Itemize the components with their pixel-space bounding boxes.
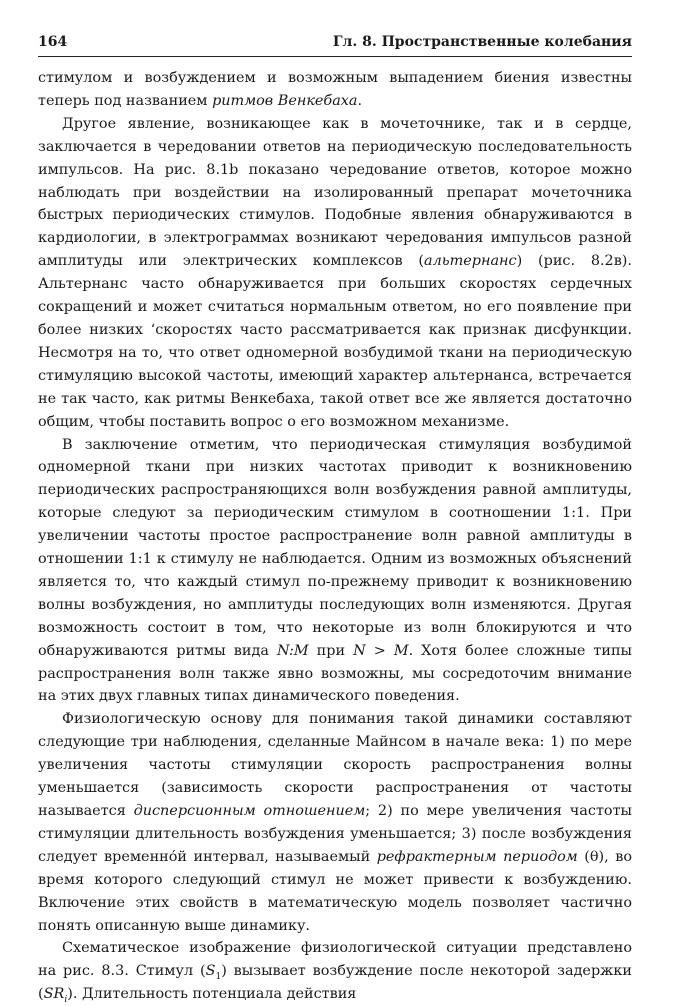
paragraph-text: Схематическое изображение физиологической ситуации представлено на рис. 8.3. Стимул ( <box>38 940 632 980</box>
paragraph-text: (θ), во время которого следующий стимул не может привести к возбуждению. Включение этих свойств в математическую модель позволяет частично понять описанную выше динамику. <box>38 848 632 934</box>
page-number: 164 <box>38 34 68 50</box>
emphasized-term: дисперсионным отношением <box>133 803 366 819</box>
body-text <box>38 67 632 1006</box>
math-inequality: N > M <box>353 642 409 659</box>
book-page <box>38 30 632 1006</box>
paragraph-4 <box>38 708 632 937</box>
math-ratio: N:M <box>276 642 309 659</box>
paragraph-text: при <box>308 642 354 659</box>
paragraph-5 <box>38 937 632 1006</box>
paragraph-text: ) вызывает возбуждение после некоторой задержки ( <box>38 963 632 1003</box>
paragraph-text: ). Длительность потенциала действия <box>67 986 357 1003</box>
math-symbol: S <box>205 963 216 980</box>
paragraph-text: ) (рис. 8.2в). Альтернанс часто обнаруживается при больших скоростях сердечных сокращений и может считаться нормальным ответом, но его появление при более низких ‘скоростях часто рассматривается как признак дисфункции. Несмотря на то, что ответ одномерной возбудимой ткани на периодическую стимуляцию высокой частоты, имеющий характер альтернанса, встречается не так часто, как ритмы Венкебаха, такой ответ все же является достаточно общим, чтобы поставить вопрос о его возможном механизме. <box>38 253 632 430</box>
emphasized-term: ритмов Венкебаха <box>212 92 358 109</box>
math-subscript: 1 <box>215 972 222 983</box>
paragraph-text: . <box>357 92 363 109</box>
chapter-title: Гл. 8. Пространственные колебания <box>332 34 632 50</box>
paragraph-2 <box>38 113 632 434</box>
paragraph-1 <box>38 67 632 113</box>
paragraph-text: Физиологическую основу для понимания такой динамики составляют следующие три наблюдения, сделанные Майнсом в начале века: 1) по мере увеличения частоты стимуляции скорость распространения волны уменьшается (зависимость скорости распространения от частоты называется <box>38 711 632 819</box>
paragraph-text: ; 2) по мере увеличения частоты стимуляции длительность возбуждения уменьшается; 3) после возбуждения следует временно́й интервал, называемый <box>38 803 632 865</box>
paragraph-text: Другое явление, возникающее как в мочеточнике, так и в сердце, заключается в чередовании ответов на периодическую последовательность импульсов. На рис. 8.1b показано чередование ответов, которое можно наблюдать при воздействии на изолированный препарат мочеточника быстрых периодических стимулов. Подобные явления обнаруживаются в кардиологии, в электрограммах возникают чередования импульсов разной амплитуды или электрических комплексов ( <box>38 115 632 270</box>
paragraph-text: . Хотя более сложные типы распространения волн также явно возможны, мы сосредоточим внимание на этих двух главных типах динамического поведения. <box>38 642 632 705</box>
paragraph-text: стимулом и возбуждением и возможным выпадением биения известны теперь под названием <box>38 70 632 109</box>
emphasized-term: альтернанс <box>424 253 517 270</box>
running-header <box>38 30 632 57</box>
paragraph-3 <box>38 434 632 709</box>
paragraph-text: В заключение отметим, что периодическая стимуляция возбудимой одномерной ткани при низких частотах приводит к возникновению периодических распространяющихся волн возбуждения равной амплитуды, которые следуют за периодическим стимулом в соотношении 1:1. При увеличении частоты простое распространение волн равной амплитуды в отношении 1:1 к стимулу не наблюдается. Одним из возможных объяснений является то, что каждый стимул по-прежнему приводит к возникновению волны возбуждения, но амплитуды последующих волн изменяются. Другая возможность состоит в том, что некоторые из волн блокируются и что обнаруживаются ритмы вида <box>38 436 632 659</box>
math-symbol: SR <box>43 986 65 1003</box>
math-subscript: i <box>64 995 68 1006</box>
emphasized-term: рефрактерным периодом <box>376 848 578 865</box>
